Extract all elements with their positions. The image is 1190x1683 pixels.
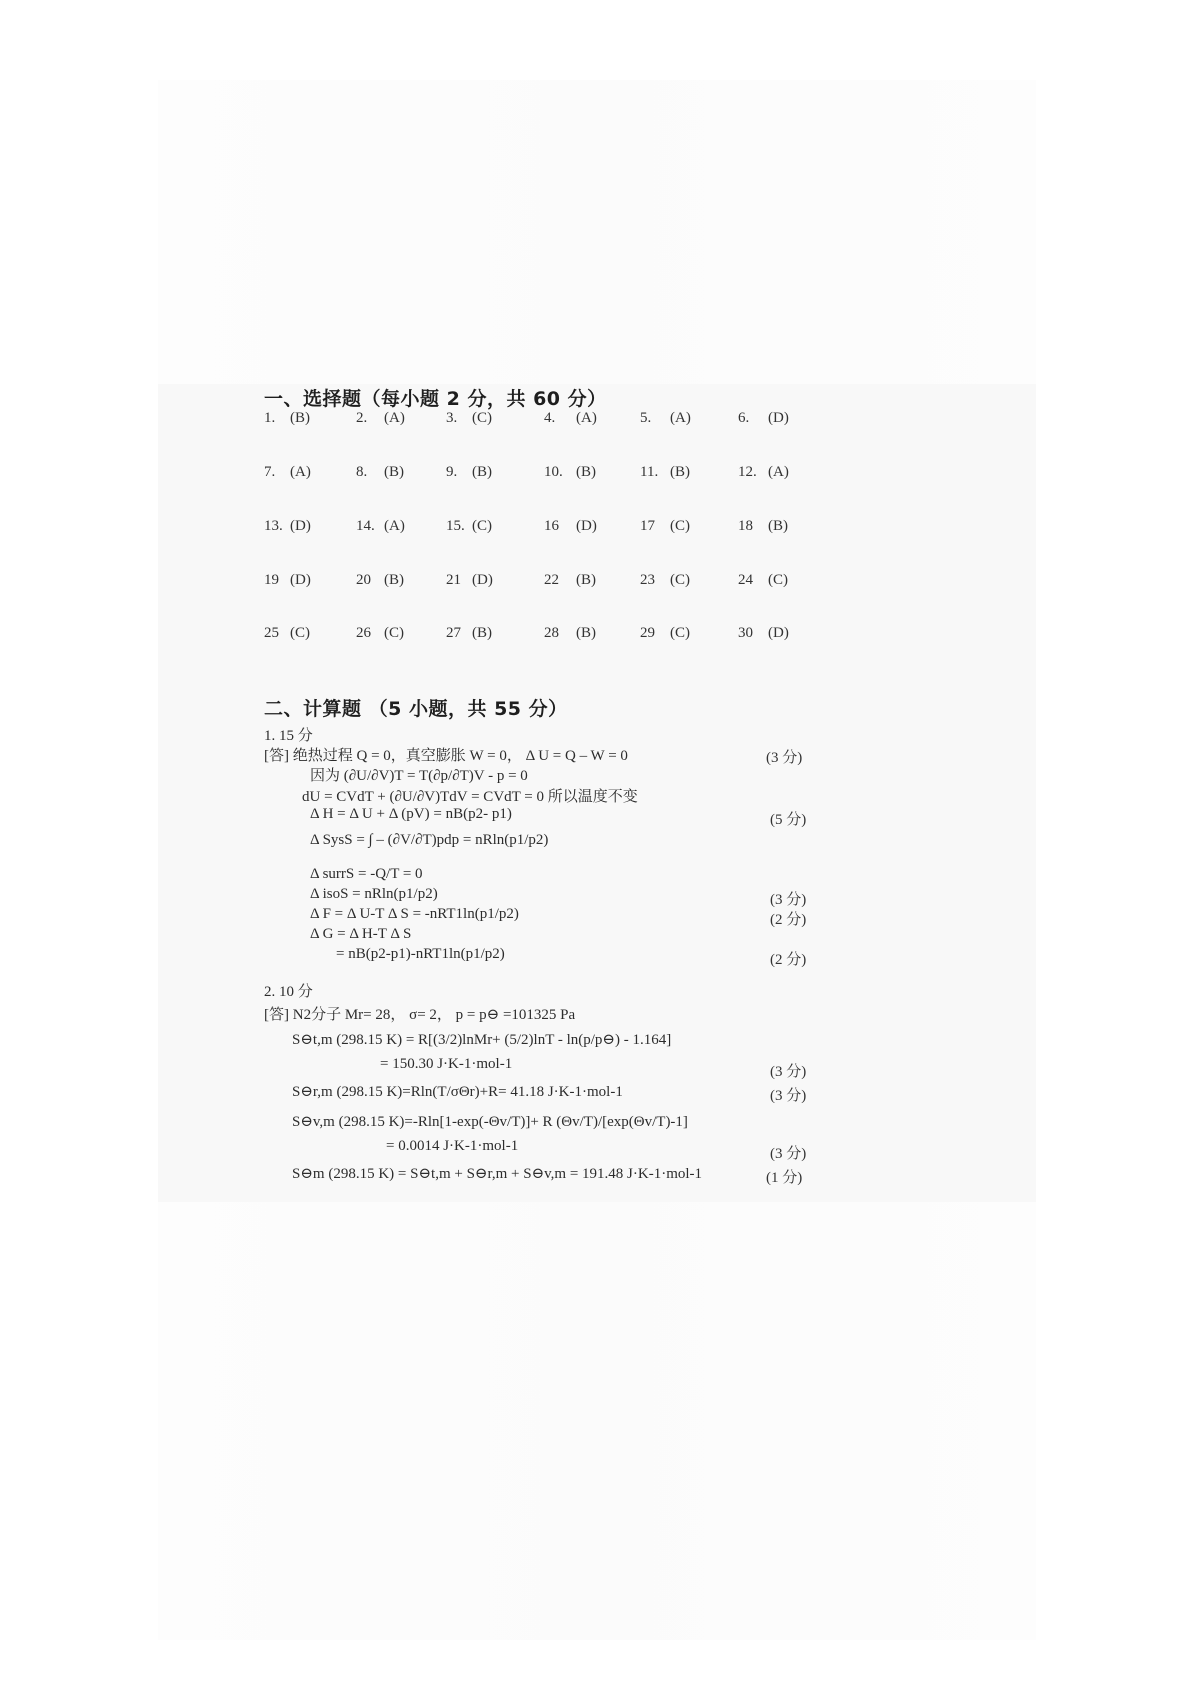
q1-label: 1. 15 分 [264,728,313,744]
q1-line-6: Δ surrS = -Q/T = 0 [310,866,423,882]
answer-number: 2. [356,410,368,426]
answer-choice: (A) [768,464,789,480]
answer-number: 15. [446,518,465,534]
q2-line-5: S⊖v,m (298.15 K)=-Rln[1-exp(-Θv/T)]+ R (Θv/T)/[exp(Θv/T)-1] [292,1114,688,1130]
answer-number: 21 [446,572,461,588]
answer-number: 27 [446,625,461,641]
q1-score-4: (2 分) [770,912,807,928]
q1-score-3: (3 分) [770,892,807,908]
answer-choice: (B) [384,464,404,480]
answer-choice: (A) [576,410,597,426]
q1-line-4: Δ H = Δ U + Δ (pV) = nB(p2- p1) [310,806,512,822]
answer-choice: (C) [472,518,492,534]
answer-number: 8. [356,464,368,480]
q2-label: 2. 10 分 [264,984,313,1000]
answer-number: 10. [544,464,563,480]
answer-choice: (C) [670,572,690,588]
answer-number: 23 [640,572,655,588]
answer-number: 24 [738,572,753,588]
answer-choice: (C) [670,625,690,641]
q2-line-6: = 0.0014 J·K-1·mol-1 [386,1138,519,1154]
answer-number: 11. [640,464,659,480]
q2-score-1: (3 分) [770,1064,807,1080]
answer-choice: (B) [576,625,596,641]
answer-number: 6. [738,410,750,426]
q2-line-4: S⊖r,m (298.15 K)=Rln(T/σΘr)+R= 41.18 J·K-1·mol-1 [292,1084,623,1100]
answer-choice: (B) [472,625,492,641]
q2-line-2: S⊖t,m (298.15 K) = R[(3/2)lnMr+ (5/2)lnT - ln(p/p⊖) - 1.164] [292,1032,672,1048]
q1-line-5: Δ SysS = ∫ – (∂V/∂T)pdp = nRln(p1/p2) [310,832,549,848]
q2-line-7: S⊖m (298.15 K) = S⊖t,m + S⊖r,m + S⊖v,m = 191.48 J·K-1·mol-1 [292,1166,703,1182]
answer-choice: (D) [768,410,789,426]
q1-line-1: [答] 绝热过程 Q = 0，真空膨胀 W = 0， Δ U = Q – W = 0 [264,748,628,764]
q2-score-4: (1 分) [766,1170,803,1186]
answer-number: 18 [738,518,753,534]
answer-choice: (D) [768,625,789,641]
answer-choice: (C) [768,572,788,588]
answer-number: 28 [544,625,559,641]
answer-choice: (A) [670,410,691,426]
answer-choice: (B) [768,518,788,534]
answer-choice: (B) [384,572,404,588]
answer-choice: (D) [290,572,311,588]
answer-choice: (A) [290,464,311,480]
answer-number: 22 [544,572,559,588]
answer-number: 5. [640,410,652,426]
answer-number: 25 [264,625,279,641]
answer-choice: (D) [472,572,493,588]
answer-choice: (C) [384,625,404,641]
answer-number: 30 [738,625,753,641]
answer-number: 13. [264,518,283,534]
q1-line-7: Δ isoS = nRln(p1/p2) [310,886,438,902]
answer-number: 7. [264,464,276,480]
q1-line-10: = nB(p2-p1)-nRT1ln(p1/p2) [336,946,505,962]
section1-heading: 一、选择题（每小题 2 分，共 60 分） [264,388,607,410]
answer-choice: (B) [472,464,492,480]
section2-heading: 二、计算题 （5 小题，共 55 分） [264,698,568,720]
q1-line-8: Δ F = Δ U-T Δ S = -nRT1ln(p1/p2) [310,906,519,922]
answer-number: 9. [446,464,458,480]
answer-choice: (A) [384,518,405,534]
answer-number: 4. [544,410,556,426]
q1-line-3: dU = CVdT + (∂U/∂V)TdV = CVdT = 0 所以温度不变 [302,789,638,805]
answer-choice: (D) [290,518,311,534]
answer-choice: (C) [472,410,492,426]
q2-score-2: (3 分) [770,1088,807,1104]
answer-number: 20 [356,572,371,588]
answer-number: 19 [264,572,279,588]
q2-score-3: (3 分) [770,1146,807,1162]
answer-number: 17 [640,518,655,534]
answer-choice: (B) [576,464,596,480]
answer-number: 14. [356,518,375,534]
answer-choice: (B) [670,464,690,480]
q1-line-2: 因为 (∂U/∂V)T = T(∂p/∂T)V - p = 0 [310,768,528,784]
answer-number: 29 [640,625,655,641]
answer-number: 16 [544,518,559,534]
answer-choice: (C) [290,625,310,641]
q2-line-3: = 150.30 J·K-1·mol-1 [380,1056,513,1072]
q1-score-1: (3 分) [766,750,803,766]
answer-choice: (C) [670,518,690,534]
answer-number: 1. [264,410,276,426]
answer-number: 26 [356,625,371,641]
q1-score-2: (5 分) [770,812,807,828]
answer-choice: (D) [576,518,597,534]
q1-line-9: Δ G = Δ H-T Δ S [310,926,412,942]
answer-choice: (A) [384,410,405,426]
answer-choice: (B) [576,572,596,588]
answer-number: 3. [446,410,458,426]
answer-choice: (B) [290,410,310,426]
q2-line-1: [答] N2分子 Mr= 28， σ= 2， p = p⊖ =101325 Pa [264,1007,576,1023]
answer-number: 12. [738,464,757,480]
q1-score-5: (2 分) [770,952,807,968]
